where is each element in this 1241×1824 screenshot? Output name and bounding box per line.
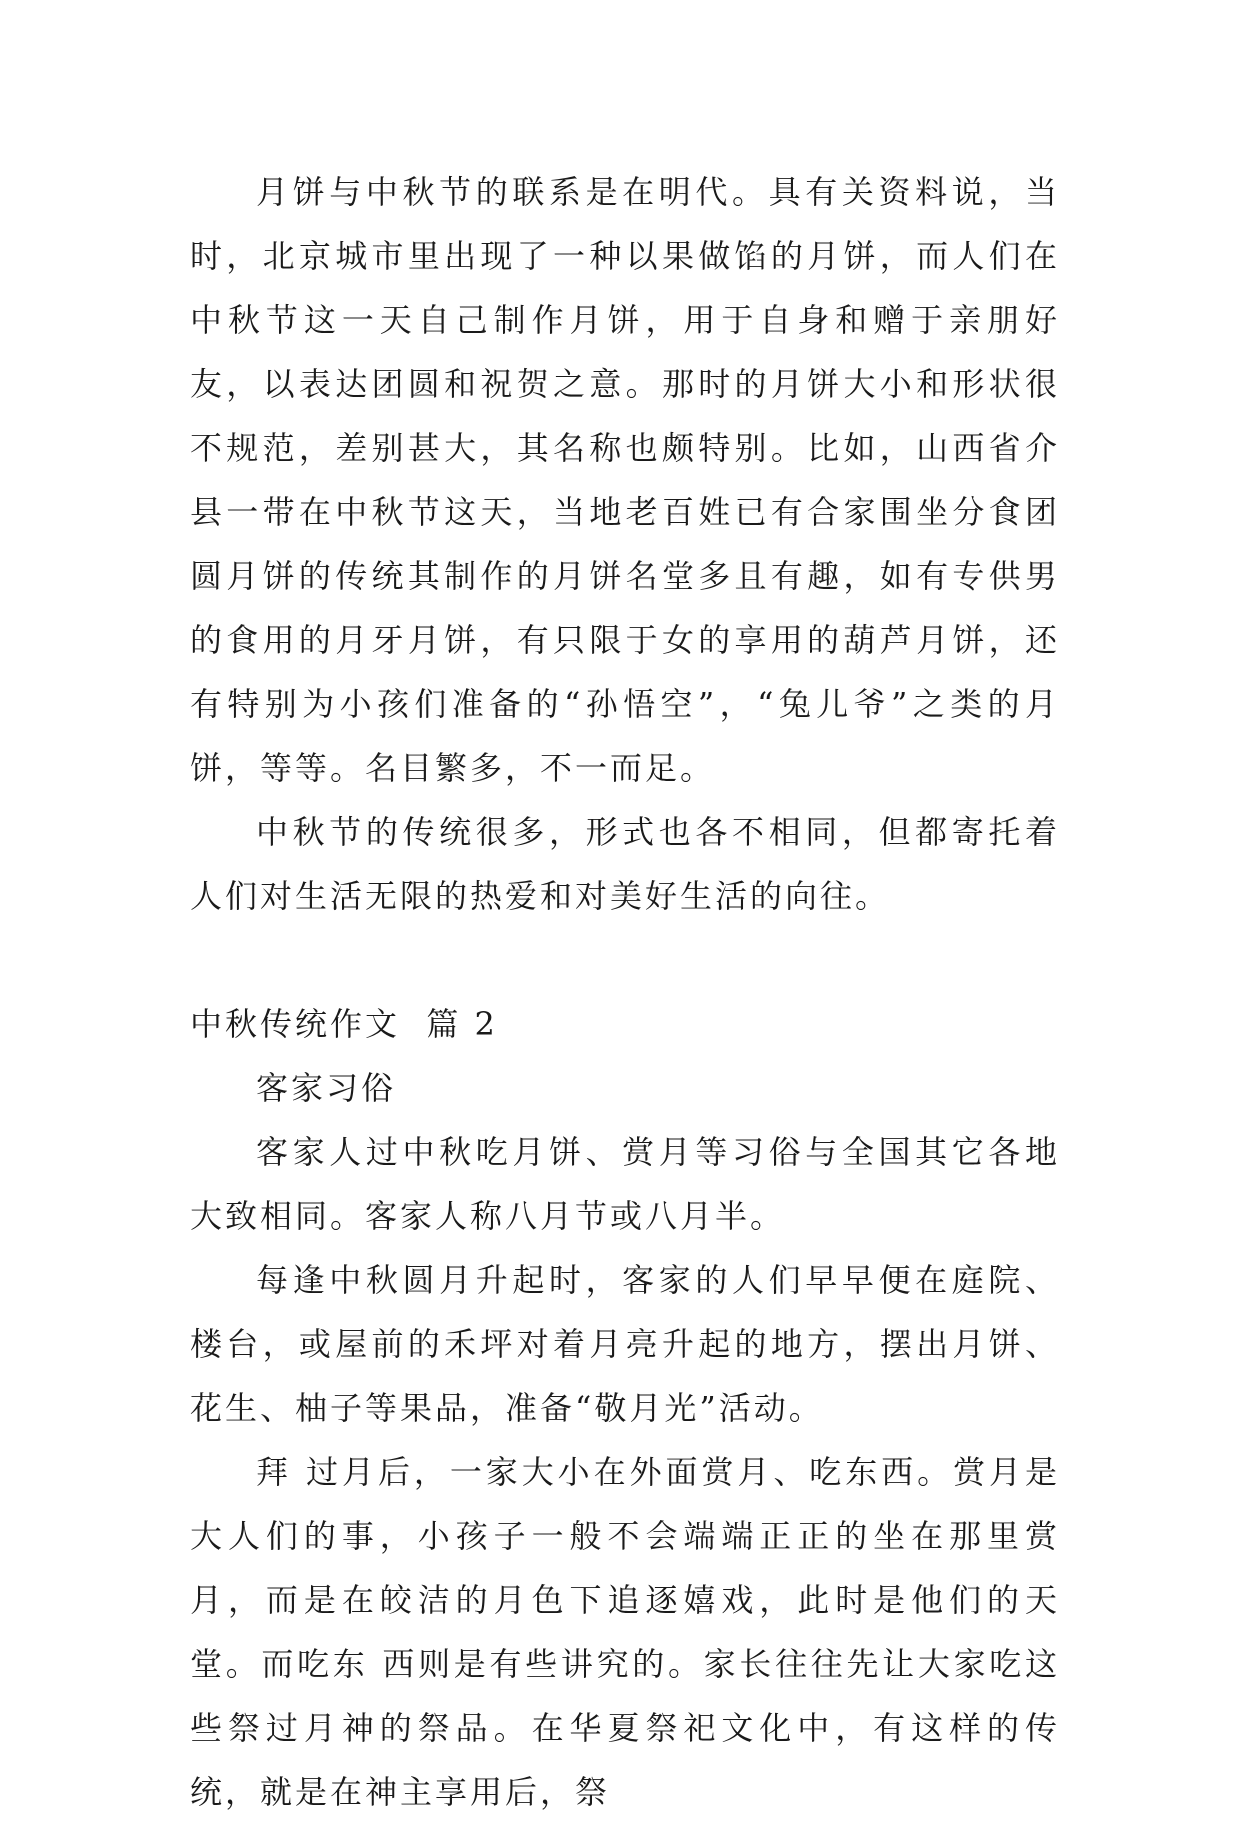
section-title: 中秋传统作文 篇 2	[190, 1005, 498, 1043]
document-page	[190, 160, 1060, 1824]
paragraph-hakka-intro: 客家人过中秋吃月饼、赏月等习俗与全国其它各地大致相同。客家人称八月节或八月半。	[190, 1133, 1060, 1235]
paragraph-moon-worship: 每逢中秋圆月升起时，客家的人们早早便在庭院、楼台，或屋前的禾坪对着月亮升起的地方，摆出月饼、花生、柚子等果品，准备“敬月光”活动。	[190, 1261, 1060, 1427]
section-subtitle: 客家习俗	[256, 1069, 397, 1107]
paragraph-mooncake-history: 月饼与中秋节的联系是在明代。具有关资料说，当时，北京城市里出现了一种以果做馅的月饼，而人们在中秋节这一天自己制作月饼，用于自身和赠于亲朋好友，以表达团圆和祝贺之意。那时的月饼大小和形状很不规范，差别甚大，其名称也颇特别。比如，山西省介县一带在中秋节这天，当地老百姓已有合家围坐分食团圆月饼的传统其制作的月饼名堂多且有趣，如有专供男的食用的月牙月饼，有只限于女的享用的葫芦月饼，还有特别为小孩们准备的“孙悟空”，“兔儿爷”之类的月饼，等等。名目繁多，不一而足。	[190, 173, 1060, 787]
paragraph-tradition-summary: 中秋节的传统很多，形式也各不相同，但都寄托着人们对生活无限的热爱和对美好生活的向往。	[190, 813, 1060, 915]
paragraph-after-worship: 拜 过月后，一家大小在外面赏月、吃东西。赏月是大人们的事，小孩子一般不会端端正正的坐在那里赏月，而是在皎洁的月色下追逐嬉戏，此时是他们的天堂。而吃东 西则是有些讲究的。家长往往先让大家吃这些祭过月神的祭品。在华夏祭祀文化中，有这样的传统，就是在神主享用后，祭	[190, 1453, 1060, 1811]
